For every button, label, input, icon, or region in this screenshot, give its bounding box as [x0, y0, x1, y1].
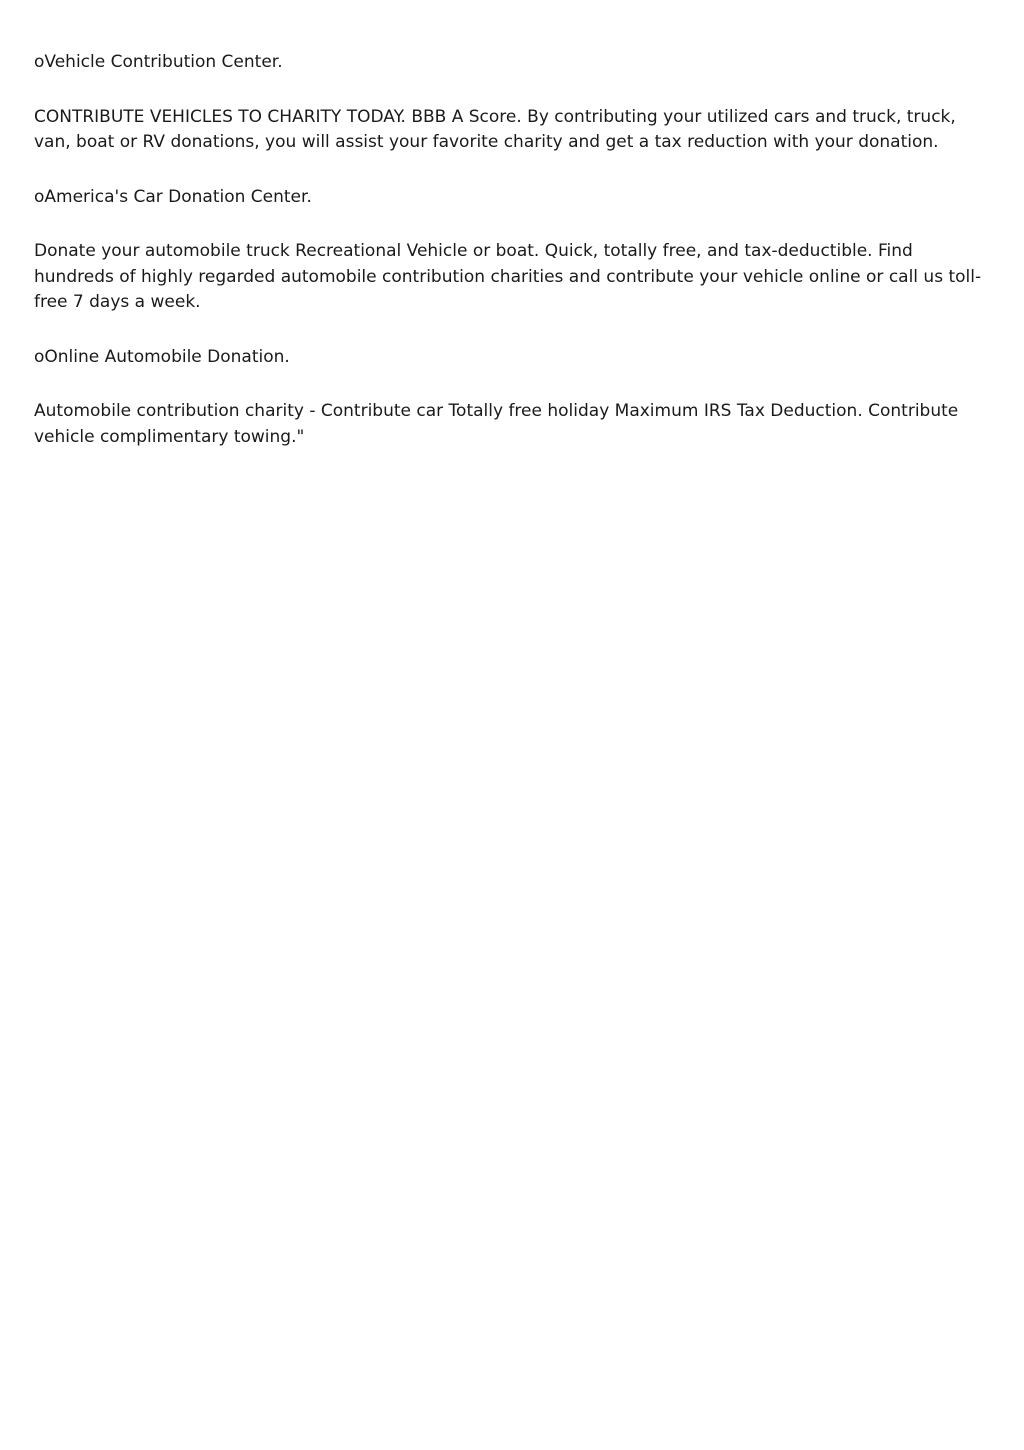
paragraph-donate-automobile: Donate your automobile truck Recreational Vehicle or boat. Quick, totally free, and tax-deductible. Find hundreds of highly regarded automobile contribution charities and contribute your vehicle online or call us toll-free 7 days a week.	[34, 241, 982, 312]
paragraph-contribute-vehicles: CONTRIBUTE VEHICLES TO CHARITY TODAY. BBB A Score. By contributing your utilized cars and truck, truck, van, boat or RV donations, you will assist your favorite charity and get a tax reduction with your donation.	[34, 106, 956, 152]
paragraph-automobile-contribution-charity: Automobile contribution charity - Contribute car Totally free holiday Maximum IRS Tax Deduction. Contribute vehicle complimentary towing."	[34, 401, 959, 447]
document-page	[34, 50, 994, 479]
heading-online-automobile-donation: oOnline Automobile Donation.	[34, 346, 290, 367]
heading-americas-car-donation-center: oAmerica's Car Donation Center.	[34, 186, 312, 207]
heading-vehicle-contribution-center: oVehicle Contribution Center.	[34, 52, 283, 72]
